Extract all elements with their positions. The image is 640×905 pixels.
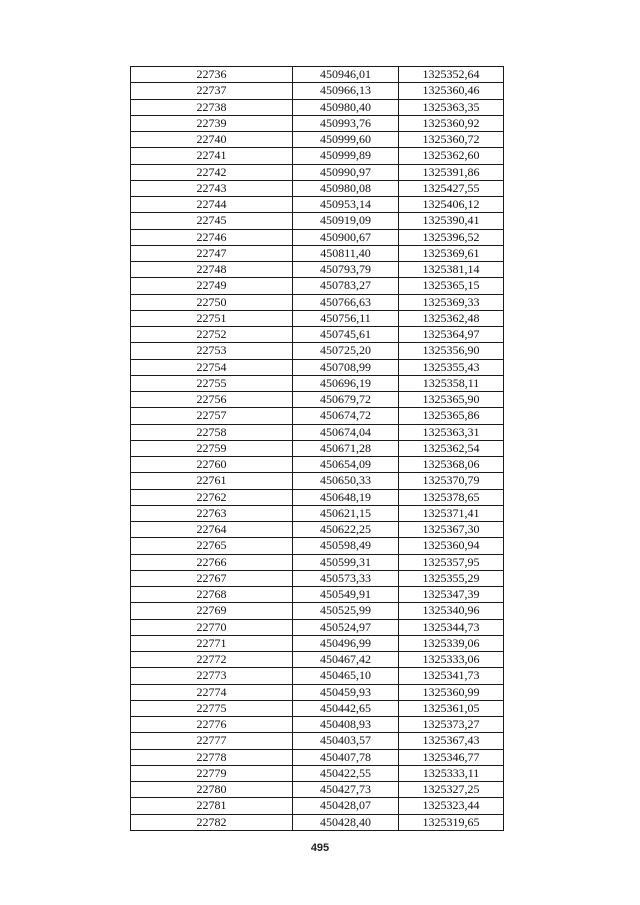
point-number-cell: 22763	[131, 505, 293, 521]
y-coordinate-cell: 1325427,55	[399, 180, 504, 196]
x-coordinate-cell: 450679,72	[293, 392, 399, 408]
table-row	[131, 798, 504, 814]
y-coordinate-cell: 1325373,27	[399, 717, 504, 733]
y-coordinate-cell: 1325365,15	[399, 278, 504, 294]
coordinates-table	[130, 66, 504, 831]
point-number-cell: 22747	[131, 245, 293, 261]
point-number-cell: 22780	[131, 782, 293, 798]
x-coordinate-cell: 450650,33	[293, 473, 399, 489]
table-row	[131, 538, 504, 554]
x-coordinate-cell: 450674,04	[293, 424, 399, 440]
y-coordinate-cell: 1325356,90	[399, 343, 504, 359]
y-coordinate-cell: 1325365,86	[399, 408, 504, 424]
x-coordinate-cell: 450946,01	[293, 67, 399, 83]
y-coordinate-cell: 1325365,90	[399, 392, 504, 408]
point-number-cell: 22756	[131, 392, 293, 408]
point-number-cell: 22741	[131, 148, 293, 164]
y-coordinate-cell: 1325352,64	[399, 67, 504, 83]
x-coordinate-cell: 450919,09	[293, 213, 399, 229]
y-coordinate-cell: 1325360,92	[399, 115, 504, 131]
x-coordinate-cell: 450496,99	[293, 635, 399, 651]
x-coordinate-cell: 450549,91	[293, 587, 399, 603]
table-row	[131, 782, 504, 798]
y-coordinate-cell: 1325364,97	[399, 327, 504, 343]
table-row	[131, 587, 504, 603]
y-coordinate-cell: 1325357,95	[399, 554, 504, 570]
y-coordinate-cell: 1325339,06	[399, 635, 504, 651]
table-row	[131, 99, 504, 115]
x-coordinate-cell: 450783,27	[293, 278, 399, 294]
x-coordinate-cell: 450422,55	[293, 765, 399, 781]
table-row	[131, 67, 504, 83]
table-row	[131, 408, 504, 424]
y-coordinate-cell: 1325378,65	[399, 489, 504, 505]
x-coordinate-cell: 450427,73	[293, 782, 399, 798]
y-coordinate-cell: 1325406,12	[399, 197, 504, 213]
table-row	[131, 554, 504, 570]
x-coordinate-cell: 450756,11	[293, 310, 399, 326]
point-number-cell: 22779	[131, 765, 293, 781]
y-coordinate-cell: 1325369,61	[399, 245, 504, 261]
point-number-cell: 22754	[131, 359, 293, 375]
x-coordinate-cell: 450766,63	[293, 294, 399, 310]
point-number-cell: 22767	[131, 570, 293, 586]
table-row	[131, 180, 504, 196]
point-number-cell: 22740	[131, 132, 293, 148]
table-row	[131, 310, 504, 326]
x-coordinate-cell: 450900,67	[293, 229, 399, 245]
table-row	[131, 473, 504, 489]
x-coordinate-cell: 450428,07	[293, 798, 399, 814]
page-number: 495	[310, 842, 330, 854]
x-coordinate-cell: 450648,19	[293, 489, 399, 505]
y-coordinate-cell: 1325355,29	[399, 570, 504, 586]
x-coordinate-cell: 450599,31	[293, 554, 399, 570]
table-row	[131, 440, 504, 456]
x-coordinate-cell: 450980,40	[293, 99, 399, 115]
point-number-cell: 22757	[131, 408, 293, 424]
table-row	[131, 278, 504, 294]
point-number-cell: 22777	[131, 733, 293, 749]
point-number-cell: 22764	[131, 522, 293, 538]
point-number-cell: 22766	[131, 554, 293, 570]
x-coordinate-cell: 450654,09	[293, 457, 399, 473]
y-coordinate-cell: 1325367,30	[399, 522, 504, 538]
y-coordinate-cell: 1325347,39	[399, 587, 504, 603]
x-coordinate-cell: 450793,79	[293, 262, 399, 278]
y-coordinate-cell: 1325396,52	[399, 229, 504, 245]
point-number-cell: 22768	[131, 587, 293, 603]
x-coordinate-cell: 450598,49	[293, 538, 399, 554]
table-row	[131, 522, 504, 538]
y-coordinate-cell: 1325319,65	[399, 814, 504, 830]
x-coordinate-cell: 450524,97	[293, 619, 399, 635]
y-coordinate-cell: 1325391,86	[399, 164, 504, 180]
point-number-cell: 22753	[131, 343, 293, 359]
x-coordinate-cell: 450725,20	[293, 343, 399, 359]
point-number-cell: 22781	[131, 798, 293, 814]
y-coordinate-cell: 1325341,73	[399, 668, 504, 684]
table-row	[131, 343, 504, 359]
y-coordinate-cell: 1325369,33	[399, 294, 504, 310]
point-number-cell: 22776	[131, 717, 293, 733]
x-coordinate-cell: 450745,61	[293, 327, 399, 343]
x-coordinate-cell: 450465,10	[293, 668, 399, 684]
x-coordinate-cell: 450621,15	[293, 505, 399, 521]
point-number-cell: 22772	[131, 652, 293, 668]
table-row	[131, 668, 504, 684]
table-row	[131, 619, 504, 635]
table-row	[131, 505, 504, 521]
x-coordinate-cell: 450674,72	[293, 408, 399, 424]
y-coordinate-cell: 1325358,11	[399, 375, 504, 391]
table-row	[131, 489, 504, 505]
y-coordinate-cell: 1325370,79	[399, 473, 504, 489]
table-row	[131, 375, 504, 391]
table-row	[131, 700, 504, 716]
y-coordinate-cell: 1325362,54	[399, 440, 504, 456]
y-coordinate-cell: 1325323,44	[399, 798, 504, 814]
point-number-cell: 22769	[131, 603, 293, 619]
point-number-cell: 22752	[131, 327, 293, 343]
x-coordinate-cell: 450696,19	[293, 375, 399, 391]
x-coordinate-cell: 450999,89	[293, 148, 399, 164]
table-row	[131, 635, 504, 651]
coordinates-table-body	[131, 67, 504, 831]
y-coordinate-cell: 1325367,43	[399, 733, 504, 749]
y-coordinate-cell: 1325371,41	[399, 505, 504, 521]
point-number-cell: 22771	[131, 635, 293, 651]
table-row	[131, 733, 504, 749]
y-coordinate-cell: 1325360,94	[399, 538, 504, 554]
point-number-cell: 22755	[131, 375, 293, 391]
x-coordinate-cell: 450966,13	[293, 83, 399, 99]
table-row	[131, 132, 504, 148]
table-row	[131, 814, 504, 830]
y-coordinate-cell: 1325390,41	[399, 213, 504, 229]
x-coordinate-cell: 450671,28	[293, 440, 399, 456]
table-row	[131, 392, 504, 408]
y-coordinate-cell: 1325340,96	[399, 603, 504, 619]
table-row	[131, 197, 504, 213]
x-coordinate-cell: 450573,33	[293, 570, 399, 586]
point-number-cell: 22749	[131, 278, 293, 294]
y-coordinate-cell: 1325355,43	[399, 359, 504, 375]
table-row	[131, 245, 504, 261]
y-coordinate-cell: 1325361,05	[399, 700, 504, 716]
table-row	[131, 229, 504, 245]
table-row	[131, 213, 504, 229]
y-coordinate-cell: 1325360,72	[399, 132, 504, 148]
point-number-cell: 22778	[131, 749, 293, 765]
point-number-cell: 22743	[131, 180, 293, 196]
point-number-cell: 22773	[131, 668, 293, 684]
point-number-cell: 22762	[131, 489, 293, 505]
table-row	[131, 83, 504, 99]
x-coordinate-cell: 450442,65	[293, 700, 399, 716]
x-coordinate-cell: 450428,40	[293, 814, 399, 830]
y-coordinate-cell: 1325381,14	[399, 262, 504, 278]
table-row	[131, 457, 504, 473]
point-number-cell: 22774	[131, 684, 293, 700]
x-coordinate-cell: 450407,78	[293, 749, 399, 765]
table-row	[131, 424, 504, 440]
table-row	[131, 717, 504, 733]
point-number-cell: 22751	[131, 310, 293, 326]
x-coordinate-cell: 450467,42	[293, 652, 399, 668]
table-row	[131, 652, 504, 668]
point-number-cell: 22746	[131, 229, 293, 245]
point-number-cell: 22739	[131, 115, 293, 131]
x-coordinate-cell: 450811,40	[293, 245, 399, 261]
point-number-cell: 22738	[131, 99, 293, 115]
table-row	[131, 359, 504, 375]
y-coordinate-cell: 1325362,48	[399, 310, 504, 326]
point-number-cell: 22742	[131, 164, 293, 180]
point-number-cell: 22765	[131, 538, 293, 554]
point-number-cell: 22745	[131, 213, 293, 229]
point-number-cell: 22758	[131, 424, 293, 440]
table-row	[131, 115, 504, 131]
point-number-cell: 22782	[131, 814, 293, 830]
point-number-cell: 22770	[131, 619, 293, 635]
x-coordinate-cell: 450953,14	[293, 197, 399, 213]
x-coordinate-cell: 450990,97	[293, 164, 399, 180]
point-number-cell: 22761	[131, 473, 293, 489]
table-row	[131, 684, 504, 700]
point-number-cell: 22750	[131, 294, 293, 310]
point-number-cell: 22736	[131, 67, 293, 83]
x-coordinate-cell: 450622,25	[293, 522, 399, 538]
x-coordinate-cell: 450999,60	[293, 132, 399, 148]
x-coordinate-cell: 450993,76	[293, 115, 399, 131]
y-coordinate-cell: 1325363,31	[399, 424, 504, 440]
table-row	[131, 164, 504, 180]
y-coordinate-cell: 1325362,60	[399, 148, 504, 164]
table-row	[131, 570, 504, 586]
table-row	[131, 294, 504, 310]
table-row	[131, 262, 504, 278]
y-coordinate-cell: 1325333,06	[399, 652, 504, 668]
point-number-cell: 22775	[131, 700, 293, 716]
point-number-cell: 22744	[131, 197, 293, 213]
table-row	[131, 749, 504, 765]
y-coordinate-cell: 1325344,73	[399, 619, 504, 635]
x-coordinate-cell: 450525,99	[293, 603, 399, 619]
table-row	[131, 148, 504, 164]
point-number-cell: 22737	[131, 83, 293, 99]
x-coordinate-cell: 450403,57	[293, 733, 399, 749]
y-coordinate-cell: 1325327,25	[399, 782, 504, 798]
x-coordinate-cell: 450408,93	[293, 717, 399, 733]
point-number-cell: 22760	[131, 457, 293, 473]
y-coordinate-cell: 1325333,11	[399, 765, 504, 781]
y-coordinate-cell: 1325360,46	[399, 83, 504, 99]
y-coordinate-cell: 1325346,77	[399, 749, 504, 765]
point-number-cell: 22748	[131, 262, 293, 278]
x-coordinate-cell: 450980,08	[293, 180, 399, 196]
x-coordinate-cell: 450708,99	[293, 359, 399, 375]
point-number-cell: 22759	[131, 440, 293, 456]
x-coordinate-cell: 450459,93	[293, 684, 399, 700]
y-coordinate-cell: 1325368,06	[399, 457, 504, 473]
table-row	[131, 765, 504, 781]
table-row	[131, 603, 504, 619]
table-row	[131, 327, 504, 343]
y-coordinate-cell: 1325360,99	[399, 684, 504, 700]
y-coordinate-cell: 1325363,35	[399, 99, 504, 115]
